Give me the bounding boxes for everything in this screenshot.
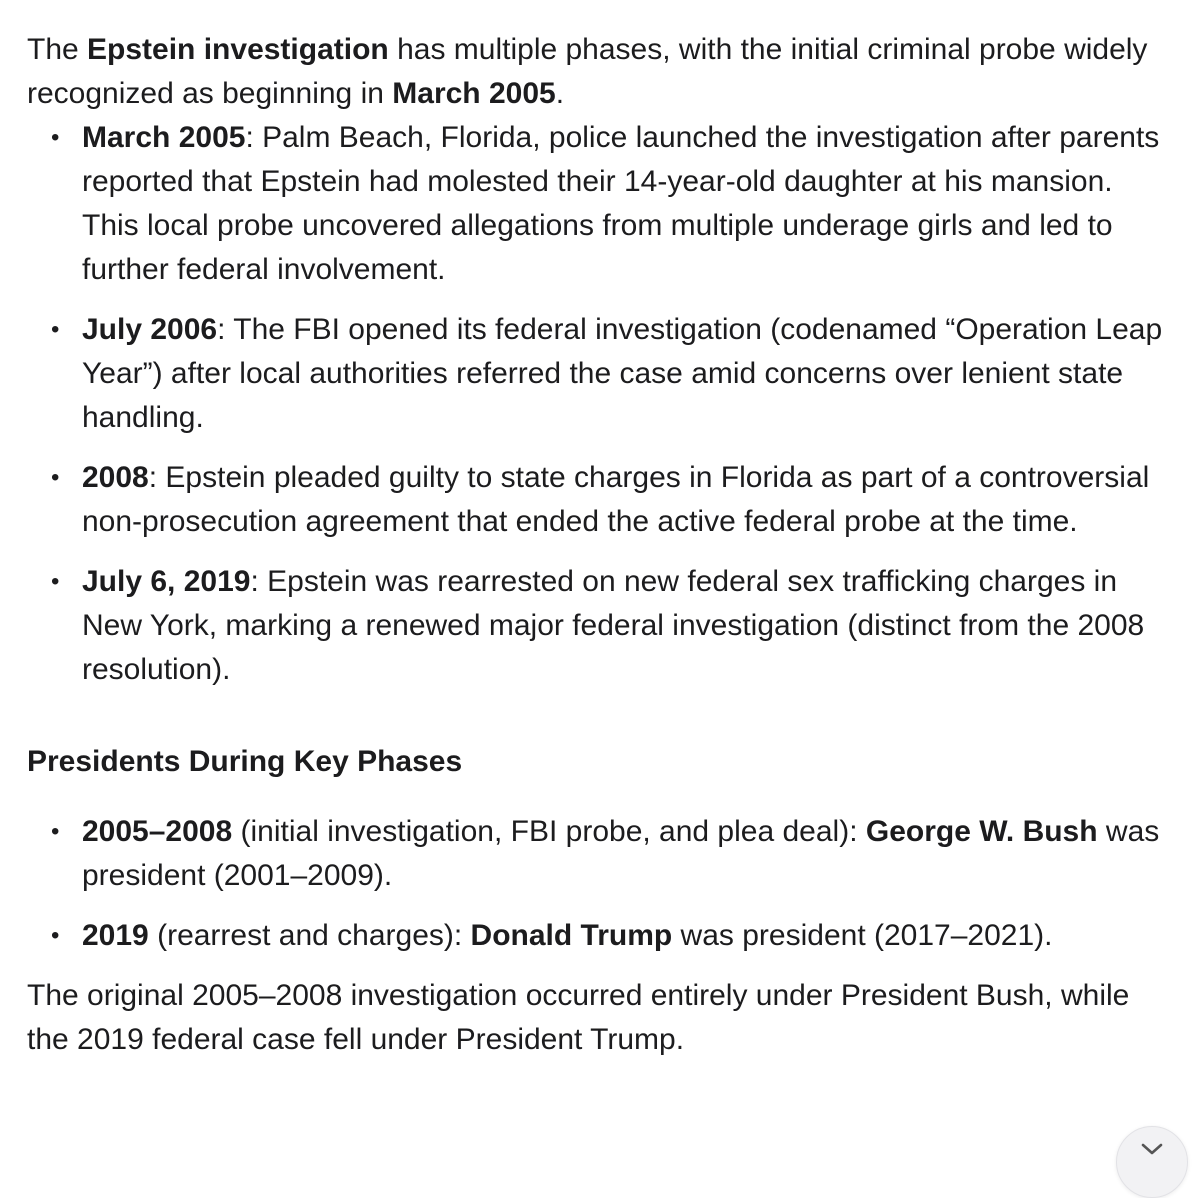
president-name: Donald Trump (470, 919, 673, 952)
intro-text: has multiple phases, with the initial criminal probe widely recognized as beginning in (27, 33, 1148, 110)
timeline-date: 2008 (82, 461, 149, 494)
conclusion-paragraph: The original 2005–2008 investigation occurred entirely under President Bush, while the 2019 federal case fell under President Trump. (27, 979, 1130, 1056)
period-detail: (initial investigation, FBI probe, and plea deal): (232, 815, 866, 848)
bullet-icon: • (51, 316, 60, 343)
president-name: George W. Bush (865, 815, 1098, 848)
period-label: 2005–2008 (82, 815, 233, 848)
timeline-list (27, 116, 1177, 692)
bullet-icon: • (51, 818, 60, 845)
bullet-icon: • (51, 464, 60, 491)
period-detail: (rearrest and charges): (148, 919, 471, 952)
timeline-text: : Epstein pleaded guilty to state charges in Florida as part of a controversial non-prosecution agreement that ended the active federal probe at the time. (82, 461, 1150, 538)
list-item (27, 116, 1177, 292)
timeline-date: July 2006 (82, 313, 218, 346)
timeline-date: July 6, 2019 (82, 565, 251, 598)
president-term: was president (2001–2009). (82, 815, 1160, 892)
chevron-down-icon (1140, 1141, 1164, 1157)
president-term: was president (2017–2021). (672, 919, 1053, 952)
bullet-icon: • (51, 568, 60, 595)
list-item (27, 456, 1177, 544)
period-label: 2019 (82, 919, 149, 952)
timeline-date: March 2005 (82, 121, 246, 154)
timeline-text: : Palm Beach, Florida, police launched the investigation after parents reported that Epstein had molested their 14-year-old daughter at his mansion. This local probe uncovered allegations from multiple underage girls and led to further federal involvement. (82, 121, 1160, 286)
scroll-down-button[interactable] (1116, 1126, 1188, 1198)
list-item (27, 560, 1177, 692)
section-heading: Presidents During Key Phases (27, 745, 463, 778)
response-content (27, 28, 1177, 1062)
list-item (27, 308, 1177, 440)
intro-bold-subject: Epstein investigation (87, 33, 389, 66)
timeline-text: : The FBI opened its federal investigation (codenamed “Operation Leap Year”) after local authorities referred the case amid concerns over lenient state handling. (82, 313, 1163, 434)
presidents-list (27, 810, 1177, 958)
bullet-icon: • (51, 922, 60, 949)
list-item (27, 810, 1177, 898)
intro-text: The (27, 33, 88, 66)
intro-bold-date: March 2005 (392, 77, 556, 110)
intro-paragraph (27, 28, 1177, 116)
bullet-icon: • (51, 124, 60, 151)
timeline-text: : Epstein was rearrested on new federal sex trafficking charges in New York, marking a renewed major federal investigation (distinct from the 2008 resolution). (82, 565, 1145, 686)
list-item (27, 914, 1177, 958)
intro-text: . (555, 77, 565, 110)
